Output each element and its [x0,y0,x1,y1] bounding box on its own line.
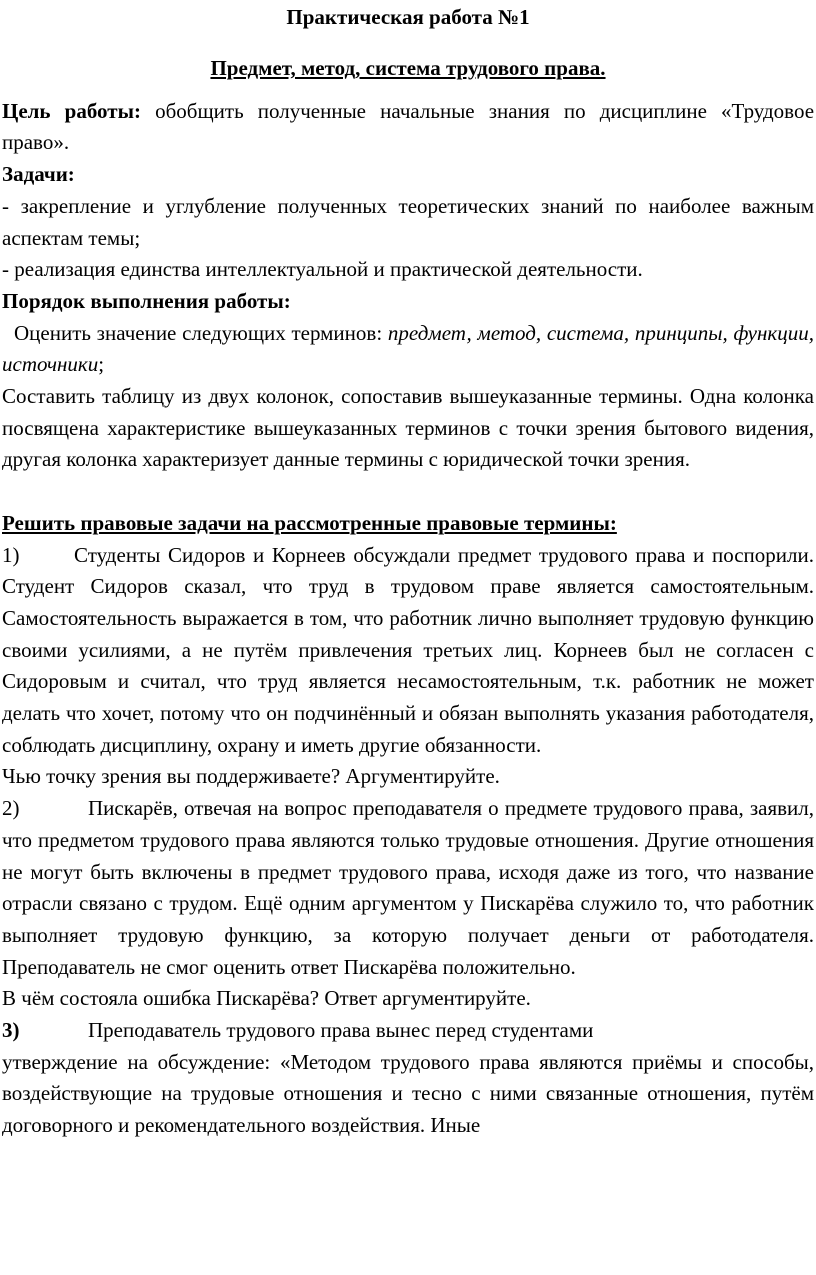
problem-1-text: Студенты Сидоров и Корнеев обсуждали предмет трудового права и поспорили. Студент Сидоров сказал, что труд в трудовом праве является самостоятельным. Самостоятельность выражается в том, что работник лично выполняет трудовую функцию своими усилиями, а не путём привлечения третьих лиц. Корнеев был не согласен с Сидоровым и считал, что труд является несамостоятельным, т.к. работник не может делать что хочет, потому что он подчинённый и обязан выполнять указания работодателя, соблюдать дисциплину, охрану и иметь другие обязанности. [2,542,814,757]
spacer [2,476,814,508]
procedure-label: Порядок выполнения работы: [2,288,291,313]
procedure-step-1-prefix: Оценить значение следующих терминов: [14,320,383,345]
procedure-step-1-suffix: ; [98,352,105,377]
task-item-1: - закрепление и углубление полученных теоретических знаний по наиболее важным аспектам темы; [2,193,814,250]
problem-2-number: 2) [2,796,20,821]
problem-3-text-line1: Преподаватель трудового права вынес перед студентами [88,1018,594,1043]
problem-2-question: В чём состояла ошибка Пискарёва? Ответ аргументируйте. [2,986,531,1011]
procedure-step-2: Составить таблицу из двух колонок, сопоставив вышеуказанные термины. Одна колонка посвящена характеристике вышеуказанных терминов с точки зрения бытового видения, другая колонка характеризует данные термины с юридической точки зрения. [2,384,814,472]
problem-1-question: Чью точку зрения вы поддерживаете? Аргументируйте. [2,764,500,789]
goal-paragraph [2,96,814,159]
problem-2-text: Пискарёв, отвечая на вопрос преподавателя о предмете трудового права, заявил, что предметом трудового права являются только трудовые отношения. Другие отношения не могут быть включены в предмет трудового права, исходя даже из того, что название отрасли связано с трудом. Ещё одним аргументом у Пискарёва служило то, что работник выполняет трудовую функцию, за которую получает деньги от работодателя. Преподаватель не смог оценить ответ Пискарёва положительно. [2,796,814,979]
tasks-label: Задачи: [2,162,75,187]
procedure-step-1-terms: предмет, метод, система, принципы, функции, источники [2,320,814,377]
document-subtitle: Предмет, метод, система трудового права. [210,56,606,80]
document-title: Практическая работа №1 [286,5,530,29]
task-item-2: - реализация единства интеллектуальной и практической деятельности. [2,257,643,282]
problems-heading: Решить правовые задачи на рассмотренные правовые термины: [2,510,617,535]
problem-3-first-line [2,1015,814,1047]
goal-text: обобщить полученные начальные знания по дисциплине «Трудовое право». [2,98,815,155]
procedure-step-1 [2,318,814,381]
problem-3-number: 3) [2,1018,20,1043]
problem-2 [2,793,814,983]
problem-3-text: утверждение на обсуждение: «Методом трудового права являются приёмы и способы, воздействующие на трудовые отношения и тесно с ними связанные отношения, путём договорного и рекомендательного воздействия. Иные [2,1049,814,1138]
goal-label: Цель работы: [2,98,141,123]
problem-1-number: 1) [2,542,20,567]
problem-1 [2,540,814,762]
